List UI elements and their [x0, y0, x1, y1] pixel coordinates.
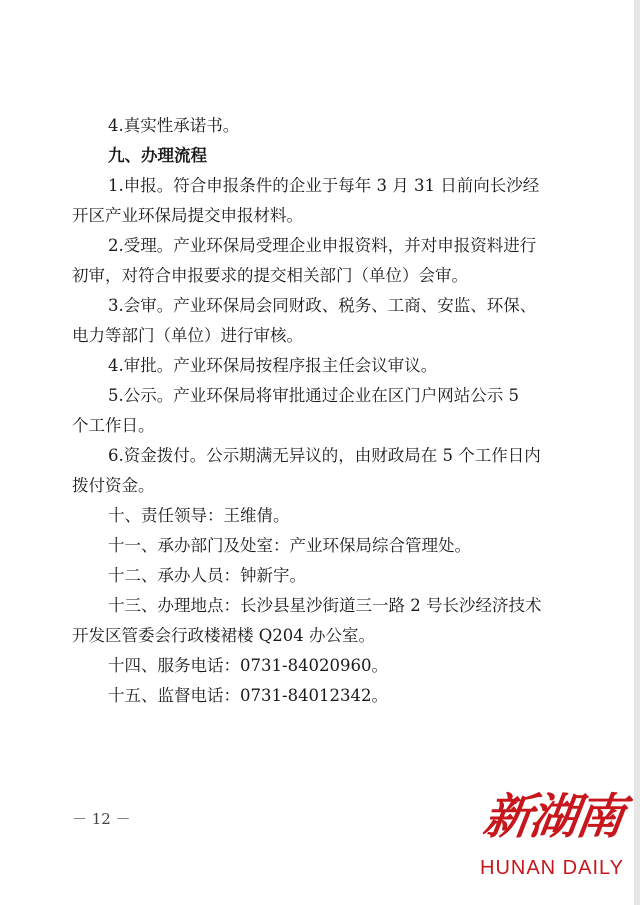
- text-line: 4.真实性承诺书。: [108, 116, 240, 135]
- text-line: 电力等部门（单位）进行审核。: [72, 326, 303, 345]
- text-line: 十四、服务电话：0731-84020960。: [108, 656, 389, 675]
- text-line: 6.资金拨付。公示期满无异议的，由财政局在 5 个工作日内: [108, 446, 541, 465]
- hunan-daily-watermark: [450, 787, 630, 897]
- text-line: 十、责任领导：王维倩。: [108, 506, 290, 525]
- text-line: 4.审批。产业环保局按程序报主任会议审议。: [108, 356, 438, 375]
- text-line: 5.公示。产业环保局将审批通过企业在区门户网站公示 5: [108, 386, 519, 405]
- text-line: 开区产业环保局提交申报材料。: [72, 206, 303, 225]
- text-line: 3.会审。产业环保局会同财政、税务、工商、安监、环保、: [108, 296, 537, 315]
- text-line: 个工作日。: [72, 416, 155, 435]
- text-line: 拨付资金。: [72, 476, 155, 495]
- section-heading: 九、办理流程: [108, 146, 207, 165]
- text-line: 初审，对符合申报要求的提交相关部门（单位）会审。: [72, 266, 468, 285]
- text-line: 十三、办理地点：长沙县星沙街道三一路 2 号长沙经济技术: [108, 596, 542, 615]
- text-line: 1.申报。符合申报条件的企业于每年 3 月 31 日前向长沙经: [108, 176, 540, 195]
- text-line: 十二、承办人员：钟新宇。: [108, 566, 306, 585]
- text-line: 开发区管委会行政楼裙楼 Q204 办公室。: [72, 626, 376, 645]
- text-line: 十一、承办部门及处室：产业环保局综合管理处。: [108, 536, 471, 555]
- text-line: 十五、监督电话：0731-84012342。: [108, 686, 389, 705]
- watermark-logo-chinese: 新湖南: [480, 789, 626, 845]
- page-number: － 12 －: [72, 810, 131, 828]
- watermark-logo-english: HUNAN DAILY: [480, 857, 624, 879]
- text-line: 2.受理。产业环保局受理企业申报资料，并对申报资料进行: [108, 236, 537, 255]
